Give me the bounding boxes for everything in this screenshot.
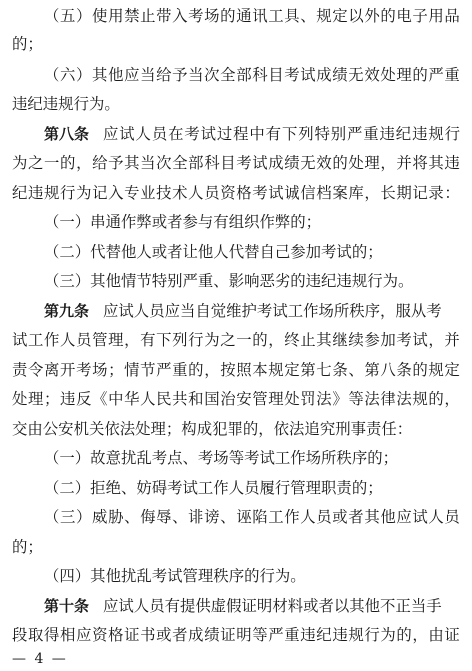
text-line: 交由公安机关依法处理；构成犯罪的，依法追究刑事责任： xyxy=(12,420,413,438)
text-line: 应试人员应当自觉维护考试工作场所秩序，服从考 xyxy=(103,302,442,320)
list-item: （ 三 ） 威 胁 、 侮 辱 、 诽 谤 、 诬 陷 工 作 人 员 或 者 其 他 应 试 人 员 xyxy=(44,508,460,526)
text-line: 纪 违 规 行 为 记 入 专 业 技 术 人 员 资 格 考 试 诚 信 档 案 库 ， 长 期 记 录 ： xyxy=(12,184,460,202)
text-line: 处 理 ； 违 反 《 中 华 人 民 共 和 国 治 安 管 理 处 罚 法 》 等 法 律 法 规 的 ， xyxy=(12,390,460,408)
page-number: — 4 — xyxy=(12,651,68,667)
list-item: （三）其他情节特别严重、影响恶劣的违纪违规行为。 xyxy=(44,272,414,290)
article-10-first-line xyxy=(44,595,460,617)
list-item: （四）其他扰乱考试管理秩序的行为。 xyxy=(44,567,306,585)
article-8-heading: 第八条 xyxy=(44,125,90,143)
text-line: 的； xyxy=(12,538,43,556)
text-line: 责 令 离 开 考 场 ； 情 节 严 重 的 ， 按 照 本 规 定 第 七 条 、 第 八 条 的 规 定 xyxy=(12,361,460,379)
list-item: （二）拒绝、妨碍考试工作人员履行管理职责的； xyxy=(44,479,383,497)
article-10-heading: 第十条 xyxy=(44,597,90,615)
text-line: 应 试 人 员 在 考 试 过 程 中 有 下 列 特 别 严 重 违 纪 违 规 行 xyxy=(103,125,460,143)
text-line: 违纪违规行为。 xyxy=(12,95,120,113)
text-line: 试 工 作 人 员 管 理 ， 有 下 列 行 为 之 一 的 ， 终 止 其 继 续 参 加 考 试 ， 并 xyxy=(12,331,460,349)
list-item: （一）串通作弊或者参与有组织作弊的； xyxy=(44,213,322,231)
text-line: （ 六 ） 其 他 应 当 给 予 当 次 全 部 科 目 考 试 成 绩 无 效 处 理 的 严 重 xyxy=(44,66,460,84)
article-8-first-line xyxy=(44,123,460,145)
article-9-heading: 第九条 xyxy=(44,302,90,320)
text-line: （ 五 ） 使 用 禁 止 带 入 考 场 的 通 讯 工 具 、 规 定 以 外 的 电 子 用 品 xyxy=(44,7,460,25)
text-line: 应试人员有提供虚假证明材料或者以其他不正当手 xyxy=(103,597,442,615)
list-item: （一）故意扰乱考点、考场等考试工作场所秩序的； xyxy=(44,449,398,467)
text-line: 的； xyxy=(12,35,43,53)
text-line: 为 之 一 的 ， 给 予 其 当 次 全 部 科 目 考 试 成 绩 无 效 的 处 理 ， 并 将 其 违 xyxy=(12,154,460,172)
text-line: 段 取 得 相 应 资 格 证 书 或 者 成 绩 证 明 等 严 重 违 纪 违 规 行 为 的 ， 由 证 xyxy=(12,626,460,644)
list-item: （二）代替他人或者让他人代替自己参加考试的； xyxy=(44,243,383,261)
article-9-first-line xyxy=(44,300,460,322)
